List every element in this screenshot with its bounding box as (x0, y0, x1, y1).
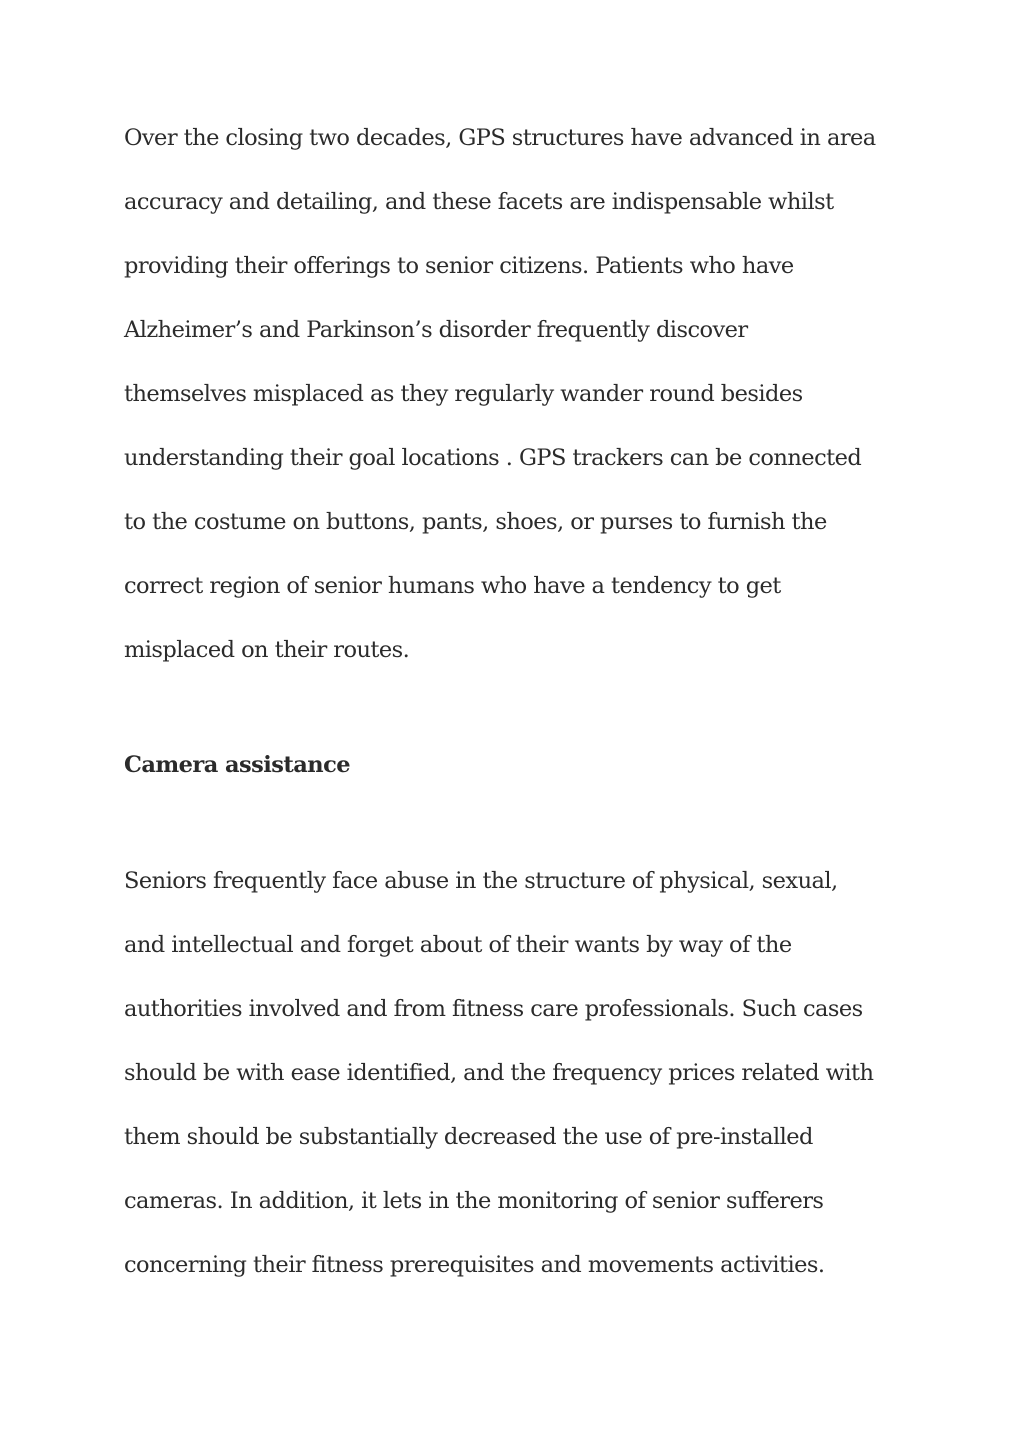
heading-spacer (124, 797, 914, 849)
paragraph-spacer (124, 682, 914, 733)
paragraph-camera (124, 849, 914, 1297)
paragraph-line: should be with ease identified, and the frequency prices related with (124, 1060, 874, 1086)
paragraph-line: Over the closing two decades, GPS structures have advanced in area (124, 125, 876, 151)
paragraph-line: understanding their goal locations . GPS trackers can be connected (124, 445, 862, 471)
paragraph-line: them should be substantially decreased the use of pre-installed (124, 1124, 813, 1150)
paragraph-line: providing their offerings to senior citizens. Patients who have (124, 253, 794, 279)
paragraph-line: authorities involved and from fitness care professionals. Such cases (124, 996, 863, 1022)
paragraph-line: correct region of senior humans who have a tendency to get (124, 573, 781, 599)
paragraph-line: themselves misplaced as they regularly wander round besides (124, 381, 803, 407)
paragraph-line: Seniors frequently face abuse in the structure of physical, sexual, (124, 868, 838, 894)
section-heading: Camera assistance (124, 752, 350, 778)
paragraph-line: accuracy and detailing, and these facets are indispensable whilst (124, 189, 834, 215)
paragraph-line: to the costume on buttons, pants, shoes, or purses to furnish the (124, 509, 827, 535)
paragraph-line: Alzheimer’s and Parkinson’s disorder frequently discover (124, 317, 748, 343)
paragraph-line: misplaced on their routes. (124, 637, 410, 663)
paragraph-gps (124, 106, 914, 682)
paragraph-line: and intellectual and forget about of their wants by way of the (124, 932, 792, 958)
document-content (124, 106, 914, 1297)
paragraph-line: cameras. In addition, it lets in the monitoring of senior sufferers (124, 1188, 824, 1214)
paragraph-line: concerning their fitness prerequisites and movements activities. (124, 1252, 825, 1278)
